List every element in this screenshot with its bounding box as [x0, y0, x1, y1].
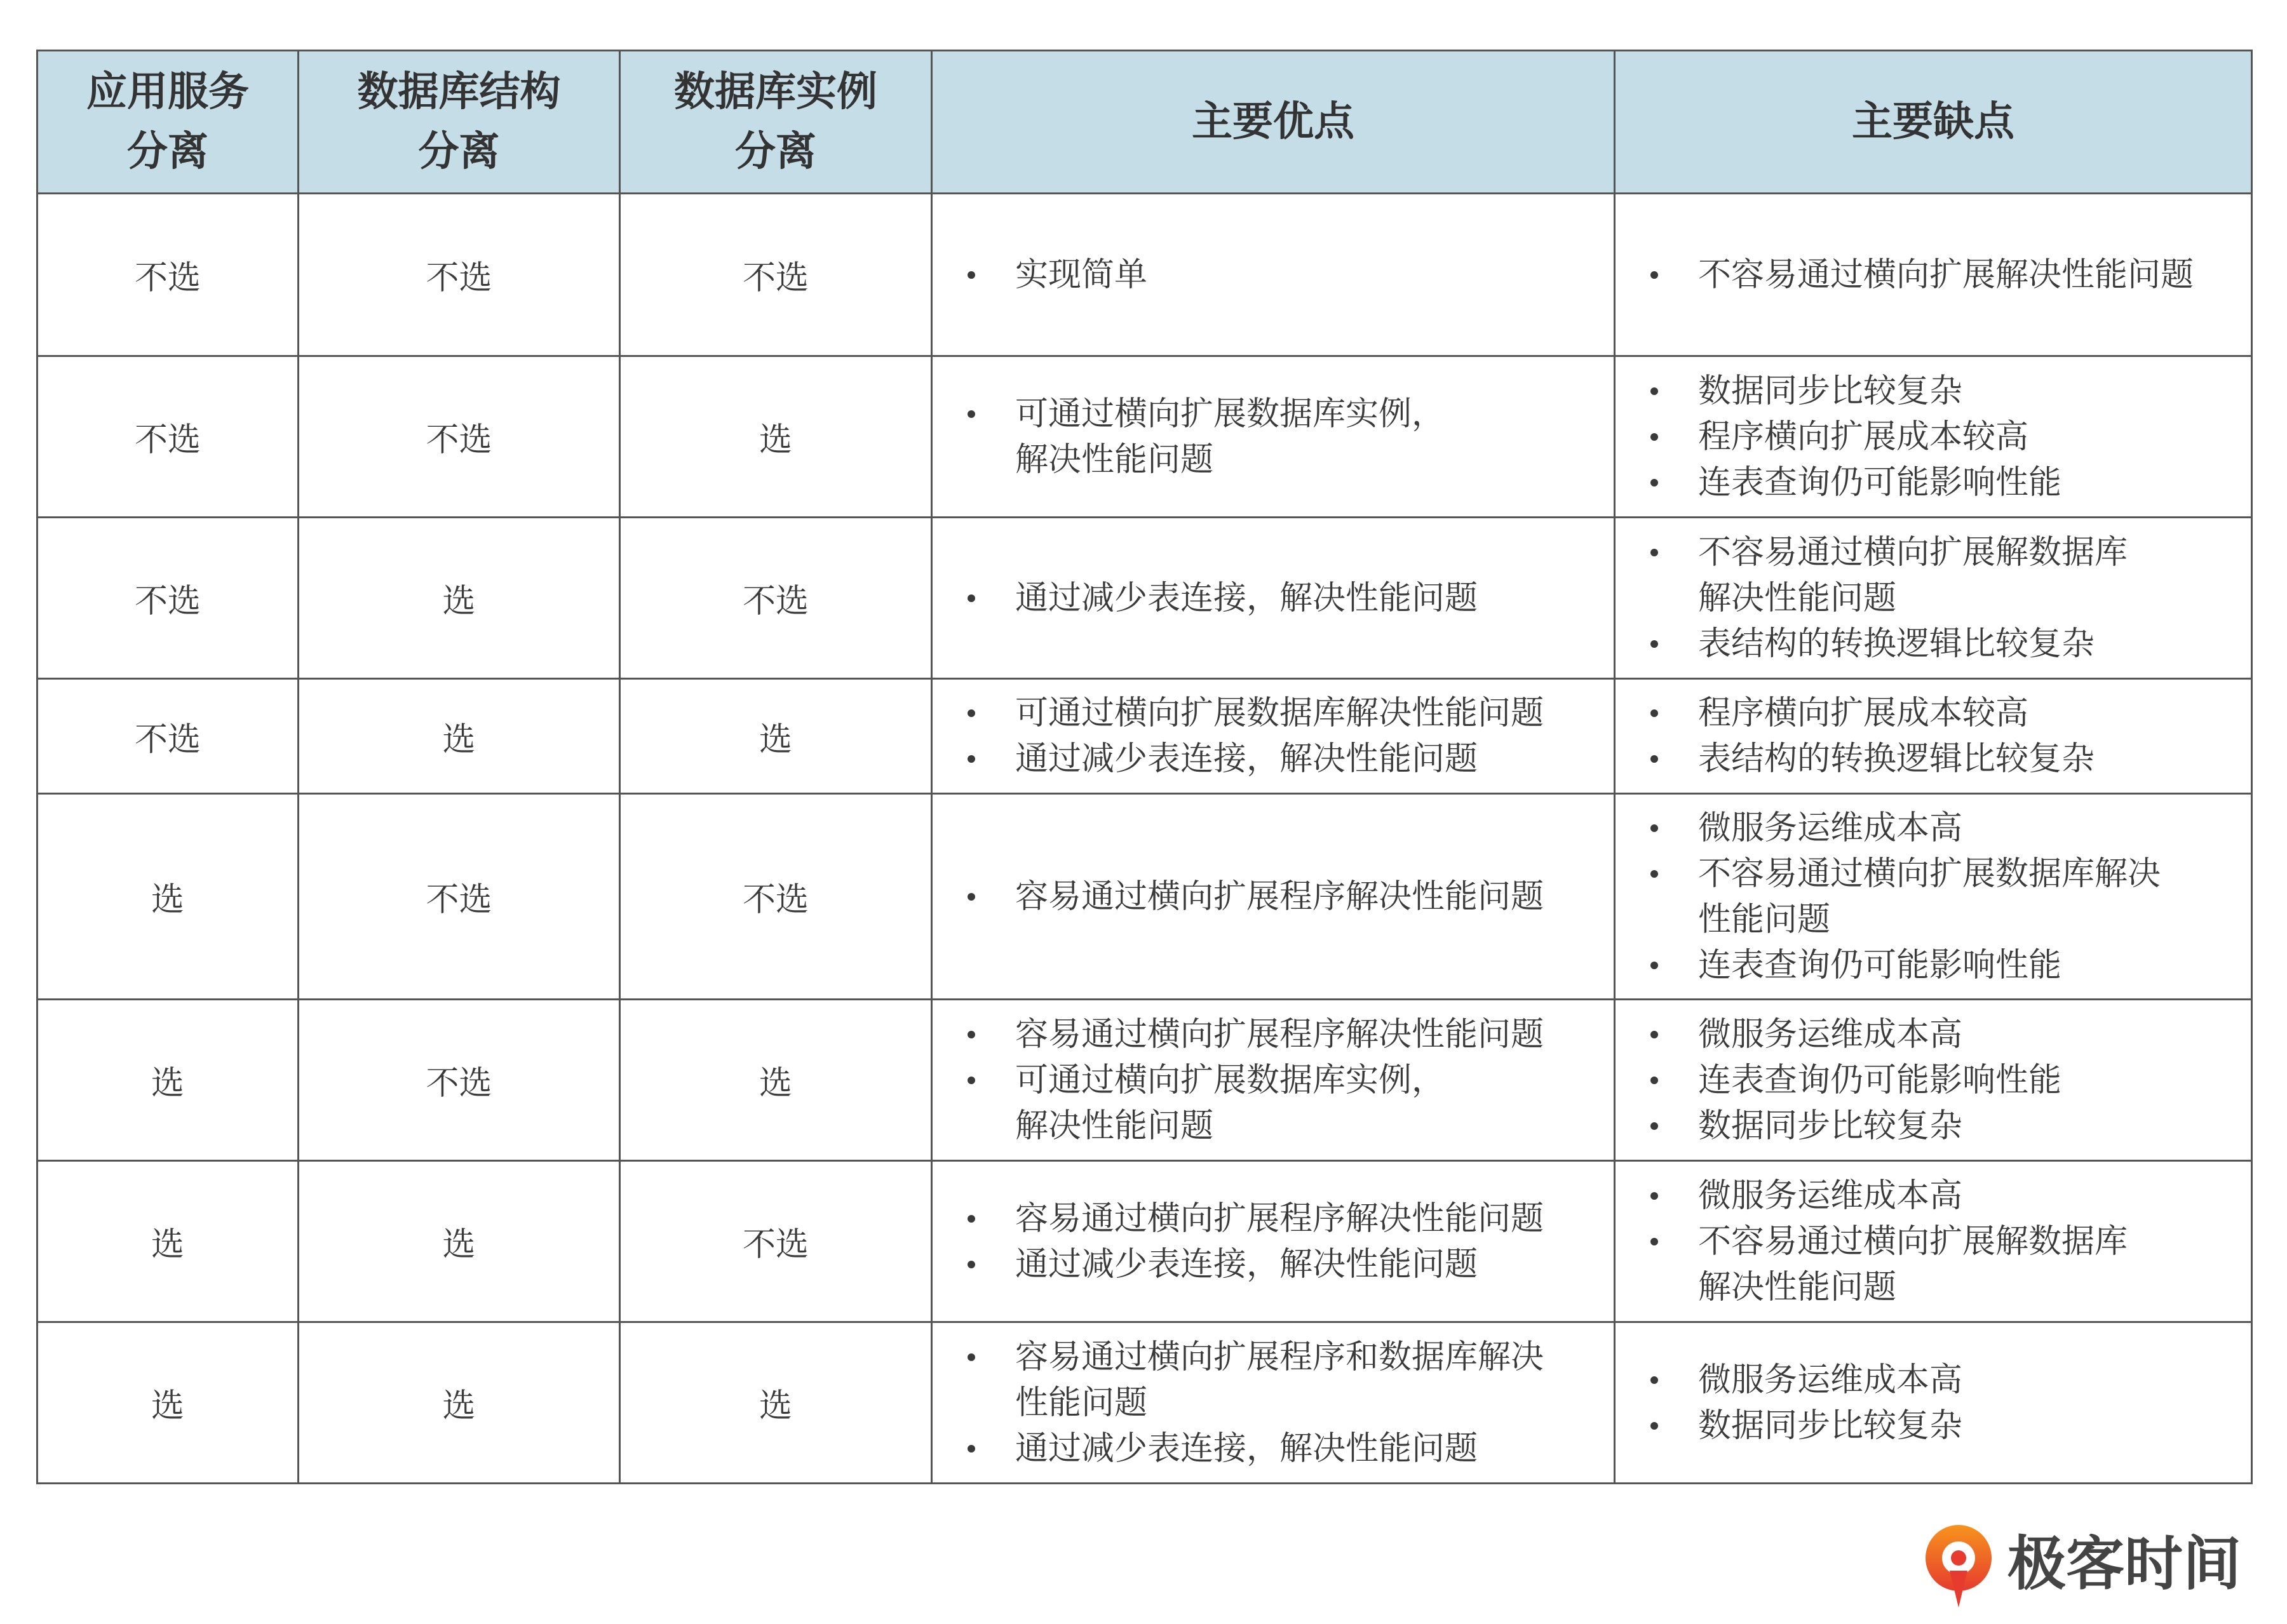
- header-label-line: 分离: [127, 128, 208, 175]
- app-choice-cell: 选: [37, 1000, 299, 1161]
- header-row: [37, 51, 2252, 194]
- item-text-line: 通过减少表连接，解决性能问题: [1015, 579, 1478, 617]
- item-text-line: 容易通过横向扩展程序解决性能问题: [1015, 1015, 1544, 1054]
- pros-cell: [932, 356, 1615, 518]
- app-choice-cell: 选: [37, 794, 299, 1000]
- geektime-logo-icon: [1922, 1521, 1998, 1610]
- item-text-line: 程序横向扩展成本较高: [1698, 694, 2029, 732]
- table-row: [37, 1322, 2252, 1484]
- instance-choice-cell: 不选: [620, 518, 932, 679]
- item-text-line: 不容易通过横向扩展解数据库: [1698, 1222, 2128, 1261]
- item-text-line: 通过减少表连接，解决性能问题: [1015, 740, 1478, 778]
- pro-item: [1015, 575, 1614, 621]
- pro-item: [1015, 391, 1614, 483]
- app-choice-cell: 不选: [37, 679, 299, 794]
- con-item: [1698, 736, 2251, 782]
- pros-cell: [932, 1161, 1615, 1322]
- header-label-line: 应用服务: [86, 69, 249, 116]
- header-label-line: 数据库结构: [357, 69, 561, 116]
- item-text-line: 容易通过横向扩展程序和数据库解决: [1015, 1338, 1544, 1376]
- schema-choice-cell: 选: [299, 518, 620, 679]
- pro-item: [1015, 252, 1614, 298]
- pros-list: [933, 391, 1614, 483]
- header-label-line: 主要优点: [1192, 98, 1354, 145]
- item-text-line: 微服务运维成本高: [1698, 1015, 1963, 1054]
- col-instance-separation-header: [620, 51, 932, 194]
- item-text-line: 通过减少表连接，解决性能问题: [1015, 1245, 1478, 1284]
- con-item: [1698, 1057, 2251, 1103]
- item-text-line: 表结构的转换逻辑比较复杂: [1698, 740, 2095, 778]
- cons-cell: [1615, 1161, 2252, 1322]
- table-row: [37, 518, 2252, 679]
- pros-list: [933, 252, 1614, 298]
- con-item: [1698, 1403, 2251, 1449]
- item-text-line: 数据同步比较复杂: [1698, 1406, 1963, 1445]
- instance-choice-cell: 选: [620, 1322, 932, 1484]
- pros-cell: [932, 679, 1615, 794]
- item-text-line: 微服务运维成本高: [1698, 1176, 1963, 1215]
- schema-choice-cell: 不选: [299, 356, 620, 518]
- app-choice-cell: 不选: [37, 518, 299, 679]
- item-text-line: 连表查询仍可能影响性能: [1698, 1061, 2062, 1099]
- brand-name: 极客时间: [2007, 1530, 2242, 1598]
- item-text-line: 实现简单: [1015, 255, 1148, 294]
- pro-item: [1015, 1196, 1614, 1242]
- item-text-line: 数据同步比较复杂: [1698, 372, 1963, 410]
- con-item: [1698, 530, 2251, 621]
- header-label-line: 主要缺点: [1852, 98, 2014, 145]
- pros-cell: [932, 1322, 1615, 1484]
- item-text-line: 可通过横向扩展数据库解决性能问题: [1015, 694, 1544, 732]
- header-label-line: 分离: [418, 128, 500, 175]
- item-text-line: 解决性能问题: [1015, 440, 1214, 479]
- cons-cell: [1615, 356, 2252, 518]
- cons-cell: [1615, 679, 2252, 794]
- pro-item: [1015, 1057, 1614, 1149]
- item-text-line: 性能问题: [1015, 1383, 1148, 1422]
- con-item: [1698, 368, 2251, 414]
- pros-cell: [932, 794, 1615, 1000]
- cons-list: [1616, 530, 2251, 667]
- item-text-line: 解决性能问题: [1015, 1106, 1214, 1145]
- pros-cell: [932, 1000, 1615, 1161]
- pro-item: [1015, 1242, 1614, 1287]
- con-item: [1698, 1012, 2251, 1057]
- pro-item: [1015, 690, 1614, 736]
- con-item: [1698, 460, 2251, 506]
- pros-list: [933, 1334, 1614, 1472]
- con-item: [1698, 252, 2251, 298]
- cons-list: [1616, 690, 2251, 782]
- col-app-separation-header: [37, 51, 299, 194]
- item-text-line: 容易通过横向扩展程序解决性能问题: [1015, 1199, 1544, 1238]
- col-cons-header: [1615, 51, 2252, 194]
- pro-item: [1015, 1334, 1614, 1426]
- item-text-line: 解决性能问题: [1698, 579, 1897, 617]
- con-item: [1698, 1219, 2251, 1310]
- instance-choice-cell: 选: [620, 679, 932, 794]
- item-text-line: 连表查询仍可能影响性能: [1698, 946, 2062, 984]
- con-item: [1698, 414, 2251, 460]
- item-text-line: 性能问题: [1698, 900, 1831, 939]
- item-text-line: 容易通过横向扩展程序解决性能问题: [1015, 877, 1544, 916]
- col-schema-separation-header: [299, 51, 620, 194]
- cons-list: [1616, 1012, 2251, 1149]
- col-pros-header: [932, 51, 1615, 194]
- app-choice-cell: 不选: [37, 356, 299, 518]
- table-row: [37, 1161, 2252, 1322]
- item-text-line: 连表查询仍可能影响性能: [1698, 463, 2062, 502]
- con-item: [1698, 1357, 2251, 1403]
- schema-choice-cell: 选: [299, 1322, 620, 1484]
- app-choice-cell: 选: [37, 1161, 299, 1322]
- cons-cell: [1615, 1000, 2252, 1161]
- table-row: [37, 356, 2252, 518]
- con-item: [1698, 690, 2251, 736]
- app-choice-cell: 不选: [37, 194, 299, 356]
- cons-list: [1616, 368, 2251, 506]
- con-item: [1698, 851, 2251, 943]
- cons-list: [1616, 805, 2251, 988]
- cons-cell: [1615, 794, 2252, 1000]
- pro-item: [1015, 1426, 1614, 1472]
- item-text-line: 不容易通过横向扩展解决性能问题: [1698, 255, 2194, 294]
- pro-item: [1015, 1012, 1614, 1057]
- item-text-line: 不容易通过横向扩展数据库解决: [1698, 854, 2161, 893]
- item-text-line: 微服务运维成本高: [1698, 1360, 1963, 1399]
- instance-choice-cell: 选: [620, 356, 932, 518]
- pros-list: [933, 874, 1614, 920]
- item-text-line: 程序横向扩展成本较高: [1698, 417, 2029, 456]
- con-item: [1698, 621, 2251, 667]
- schema-choice-cell: 选: [299, 679, 620, 794]
- item-text-line: 解决性能问题: [1698, 1268, 1897, 1306]
- schema-choice-cell: 不选: [299, 1000, 620, 1161]
- table-row: [37, 679, 2252, 794]
- item-text-line: 数据同步比较复杂: [1698, 1106, 1963, 1145]
- geektime-logo: [1922, 1518, 2258, 1613]
- instance-choice-cell: 不选: [620, 794, 932, 1000]
- schema-choice-cell: 不选: [299, 794, 620, 1000]
- pro-item: [1015, 874, 1614, 920]
- pros-list: [933, 1012, 1614, 1149]
- instance-choice-cell: 选: [620, 1000, 932, 1161]
- header-label-line: 分离: [735, 128, 816, 175]
- pros-cell: [932, 518, 1615, 679]
- con-item: [1698, 1173, 2251, 1219]
- con-item: [1698, 805, 2251, 851]
- item-text-line: 表结构的转换逻辑比较复杂: [1698, 624, 2095, 663]
- cons-list: [1616, 1173, 2251, 1310]
- pros-list: [933, 575, 1614, 621]
- item-text-line: 可通过横向扩展数据库实例，: [1015, 1061, 1445, 1099]
- cons-cell: [1615, 194, 2252, 356]
- cons-list: [1616, 1357, 2251, 1449]
- header-label-line: 数据库实例: [674, 69, 877, 116]
- pros-list: [933, 690, 1614, 782]
- table-row: [37, 1000, 2252, 1161]
- app-choice-cell: 选: [37, 1322, 299, 1484]
- schema-choice-cell: 选: [299, 1161, 620, 1322]
- con-item: [1698, 1103, 2251, 1149]
- cons-list: [1616, 252, 2251, 298]
- deployment-comparison-table: [36, 50, 2253, 1484]
- cons-cell: [1615, 1322, 2252, 1484]
- item-text-line: 可通过横向扩展数据库实例，: [1015, 394, 1445, 433]
- table-row: [37, 194, 2252, 356]
- pros-list: [933, 1196, 1614, 1287]
- table-body: [37, 194, 2252, 1484]
- item-text-line: 不容易通过横向扩展解数据库: [1698, 533, 2128, 572]
- cons-cell: [1615, 518, 2252, 679]
- item-text-line: 微服务运维成本高: [1698, 809, 1963, 847]
- schema-choice-cell: 不选: [299, 194, 620, 356]
- instance-choice-cell: 不选: [620, 1161, 932, 1322]
- con-item: [1698, 943, 2251, 988]
- pro-item: [1015, 736, 1614, 782]
- item-text-line: 通过减少表连接，解决性能问题: [1015, 1429, 1478, 1468]
- instance-choice-cell: 不选: [620, 194, 932, 356]
- pros-cell: [932, 194, 1615, 356]
- table-row: [37, 794, 2252, 1000]
